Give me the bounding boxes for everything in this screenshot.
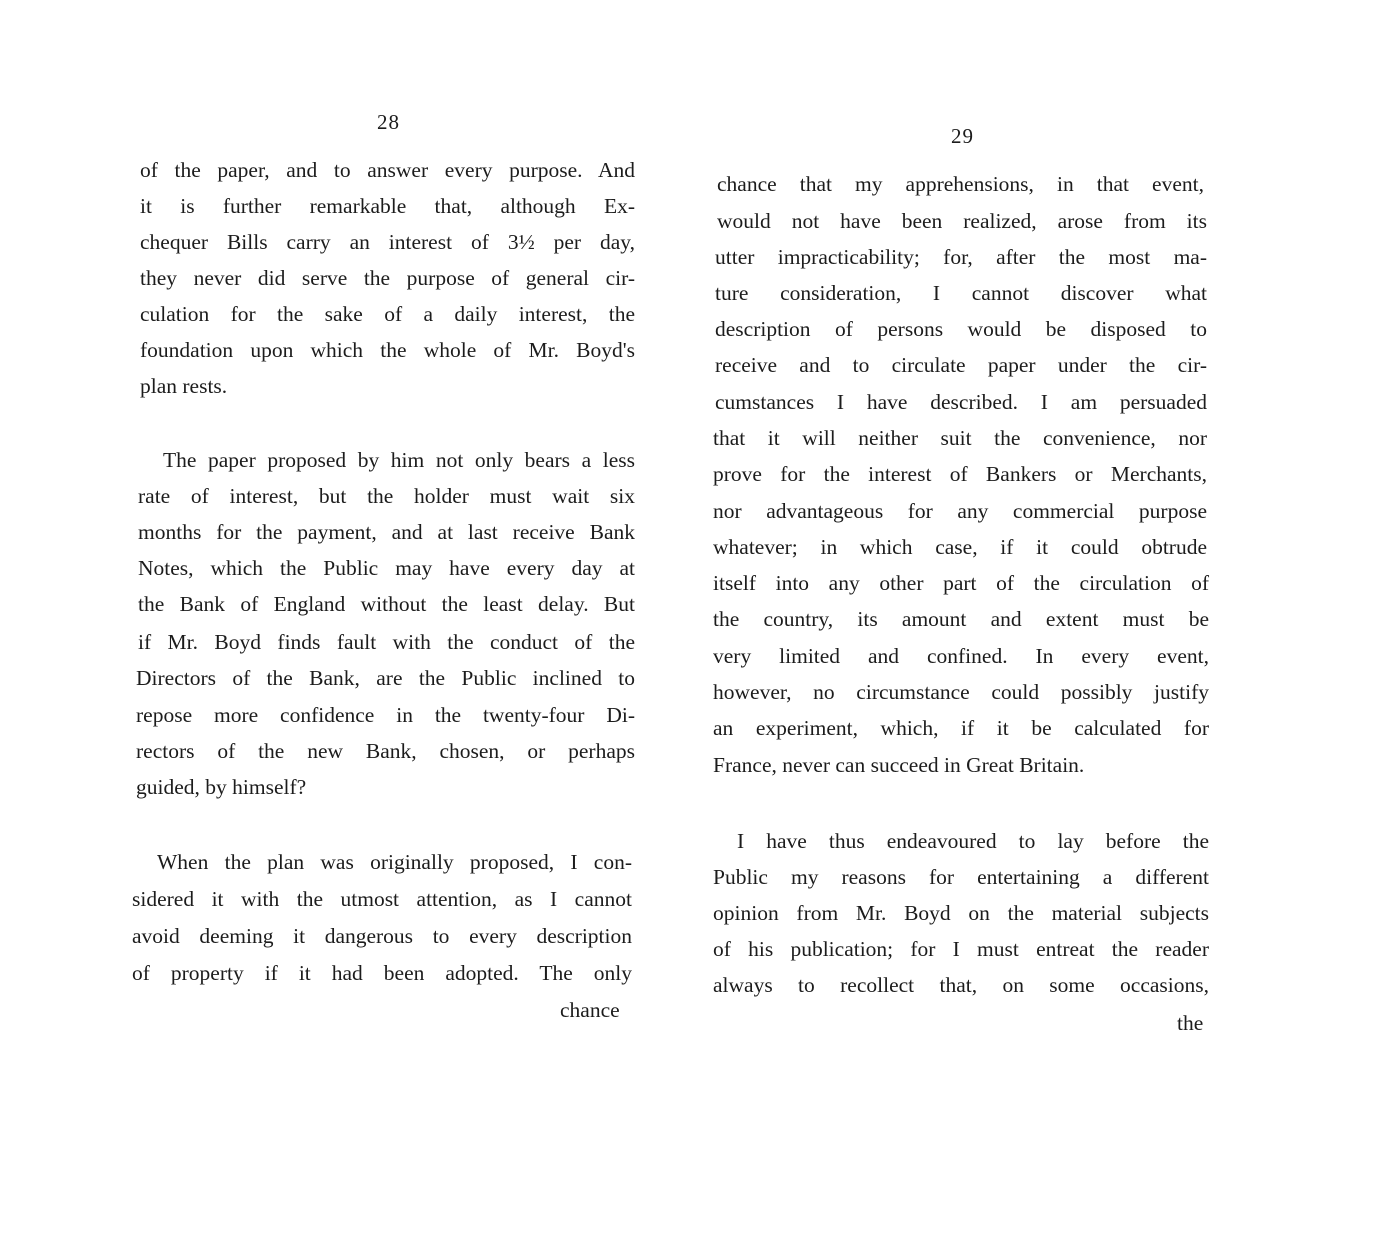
text-line: if Mr. Boyd finds fault with the conduct of the [138, 630, 635, 654]
text-line: repose more confidence in the twenty-four Di- [136, 703, 635, 727]
text-line: opinion from Mr. Boyd on the material subjects [713, 901, 1209, 925]
catchword-right: the [1177, 1011, 1204, 1035]
text-line: guided, by himself? [136, 775, 307, 799]
text-line: of his publication; for I must entreat the reader [713, 937, 1209, 961]
text-line: of property if it had been adopted. The only [132, 961, 632, 985]
text-line: The paper proposed by him not only bears a less [163, 448, 635, 472]
text-line: very limited and confined. In every event, [713, 644, 1209, 668]
text-line: sidered it with the utmost attention, as I cannot [132, 887, 632, 911]
text-line: would not have been realized, arose from its [717, 209, 1207, 233]
text-line: rectors of the new Bank, chosen, or perhaps [136, 739, 635, 763]
text-line: utter impracticability; for, after the most ma- [715, 245, 1207, 269]
right-page [692, 0, 1384, 1237]
page-number-left: 28 [377, 110, 400, 134]
text-line: months for the payment, and at last receive Bank [138, 520, 635, 544]
text-line: Public my reasons for entertaining a different [713, 865, 1209, 889]
text-line: nor advantageous for any commercial purpose [713, 499, 1207, 523]
text-line: When the plan was originally proposed, I con- [157, 850, 632, 874]
text-line: an experiment, which, if it be calculated for [713, 716, 1209, 740]
text-line: cumstances I have described. I am persuaded [715, 390, 1207, 414]
text-line: foundation upon which the whole of Mr. Boyd's [140, 338, 635, 362]
catchword-left: chance [560, 998, 620, 1022]
text-line: chequer Bills carry an interest of 3½ per day, [140, 230, 635, 254]
text-line: description of persons would be disposed to [715, 317, 1207, 341]
text-line: it is further remarkable that, although Ex- [140, 194, 635, 218]
text-line: however, no circumstance could possibly justify [713, 680, 1209, 704]
text-line: I have thus endeavoured to lay before the [737, 829, 1209, 853]
text-line: ture consideration, I cannot discover what [715, 281, 1207, 305]
text-line: of the paper, and to answer every purpose. And [140, 158, 635, 182]
text-line: that it will neither suit the convenience, nor [713, 426, 1207, 450]
text-line: culation for the sake of a daily interest, the [140, 302, 635, 326]
text-line: avoid deeming it dangerous to every description [132, 924, 632, 948]
text-line: Notes, which the Public may have every day at [138, 556, 635, 580]
text-line: whatever; in which case, if it could obtrude [713, 535, 1207, 559]
text-line: the country, its amount and extent must be [713, 607, 1209, 631]
text-line: prove for the interest of Bankers or Merchants, [713, 462, 1207, 486]
text-line: France, never can succeed in Great Britain. [713, 753, 1085, 777]
text-line: always to recollect that, on some occasions, [713, 973, 1209, 997]
text-line: rate of interest, but the holder must wait six [138, 484, 635, 508]
page-number-right: 29 [951, 124, 974, 148]
text-line: itself into any other part of the circulation of [713, 571, 1209, 595]
text-line: Directors of the Bank, are the Public inclined to [136, 666, 635, 690]
text-line: chance that my apprehensions, in that event, [717, 172, 1204, 196]
text-line: the Bank of England without the least delay. But [138, 592, 635, 616]
text-line: plan rests. [140, 374, 228, 398]
text-line: they never did serve the purpose of general cir- [140, 266, 635, 290]
text-line: receive and to circulate paper under the cir- [715, 353, 1207, 377]
